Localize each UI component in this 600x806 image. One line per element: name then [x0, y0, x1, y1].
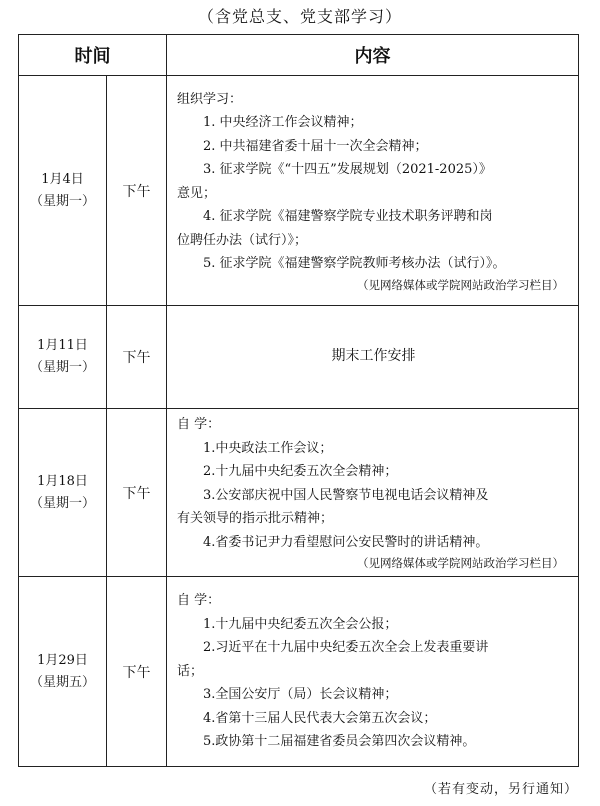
content-cell	[167, 409, 579, 577]
content-cell	[167, 76, 579, 306]
header-content: 内容	[167, 35, 579, 76]
header-time: 时间	[19, 35, 167, 76]
list-item: 5.政协第十二届福建省委员会第四次会议精神。	[203, 734, 476, 750]
list-item-continuation: 话；	[177, 663, 204, 679]
content-cell: 期末工作安排	[167, 306, 579, 409]
weekday-text: （星期一）	[29, 360, 95, 375]
date-cell	[19, 409, 107, 577]
list-item: 4.省委书记尹力看望慰问公安民警时的讲话精神。	[203, 534, 489, 550]
source-note: （见网络媒体或学院网站政治学习栏目）	[357, 556, 564, 570]
content-lead: 自 学：	[177, 593, 221, 609]
date-cell	[19, 76, 107, 306]
weekday-text: （星期五）	[29, 674, 95, 690]
date-text: 1月4日	[41, 171, 84, 187]
table-row	[19, 409, 579, 577]
list-item-continuation: 位聘任办法（试行）》；	[177, 232, 308, 248]
table-row	[19, 306, 579, 409]
source-note: （见网络媒体或学院网站政治学习栏目）	[357, 277, 564, 292]
date-text: 1月29日	[37, 652, 88, 668]
date-text: 1月11日	[37, 338, 88, 353]
table-row	[19, 76, 579, 306]
date-cell	[19, 306, 107, 409]
time-cell: 下午	[107, 306, 167, 409]
list-item: 4.省第十三届人民代表大会第五次会议；	[203, 710, 437, 726]
list-item: 2.习近平在十九届中央纪委五次全会上发表重要讲	[203, 640, 489, 656]
list-item-continuation: 有关领导的指示批示精神；	[177, 511, 334, 526]
list-item: 1. 中央经济工作会议精神；	[203, 115, 363, 130]
time-cell: 下午	[107, 409, 167, 577]
content-lead: 组织学习：	[177, 91, 243, 107]
schedule-table	[18, 34, 579, 767]
time-cell: 下午	[107, 577, 167, 767]
list-item: 3.全国公安厅（局）长会议精神；	[203, 687, 398, 703]
page-subtitle: （含党总支、党支部学习）	[197, 7, 402, 26]
weekday-text: （星期一）	[29, 193, 95, 209]
content-cell	[167, 577, 579, 767]
list-item: 3. 征求学院《“十四五”发展规划（2021-2025）》	[203, 162, 492, 177]
time-cell: 下午	[107, 76, 167, 306]
list-item: 1.十九届中央纪委五次全会公报；	[203, 616, 398, 632]
date-cell	[19, 577, 107, 767]
list-item: 1.中央政法工作会议；	[203, 440, 333, 456]
list-item: 3.公安部庆祝中国人民警察节电视电话会议精神及	[203, 487, 489, 503]
list-item: 5. 征求学院《福建警察学院教师考核办法（试行）》。	[203, 256, 506, 271]
table-header-row	[19, 35, 579, 76]
date-text: 1月18日	[37, 473, 88, 489]
list-item: 4. 征求学院《福建警察学院专业技术职务评聘和岗	[203, 209, 493, 224]
footer-note: （若有变动，另行通知）	[423, 782, 578, 797]
weekday-text: （星期一）	[29, 495, 95, 511]
list-item: 2.十九届中央纪委五次全会精神；	[203, 464, 398, 479]
list-item: 2. 中共福建省委十届十一次全会精神；	[203, 138, 428, 154]
content-lead: 自 学：	[177, 417, 221, 432]
list-item-continuation: 意见；	[177, 185, 217, 201]
table-row	[19, 577, 579, 767]
